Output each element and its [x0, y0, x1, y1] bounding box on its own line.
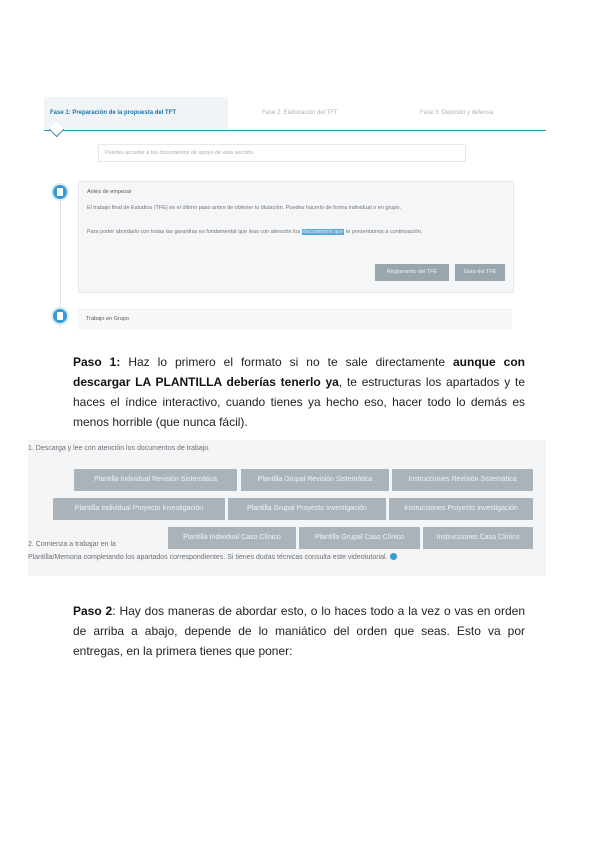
phase-tabs — [44, 97, 546, 133]
step-work-text-2-content: Plantilla/Memoria completando los apartados correspondientes. Si tienes dudas técnicas consulta este videotutorial. — [28, 554, 388, 561]
guide-button[interactable]: Guía del TFE — [455, 264, 505, 281]
before-start-card — [78, 181, 514, 293]
tab-phase-3[interactable]: Fase 3: Depósito y defensa — [420, 110, 494, 116]
document-icon — [51, 307, 69, 325]
template-individual-review-button[interactable]: Plantilla Individual Revisión Sistemática — [74, 469, 237, 491]
card-text-2-end: te presentamos a continuación. — [345, 229, 423, 235]
card-text-1: El trabajo final de Estudios (TFE) es el último paso antes de obtener tu titulación. Puedes hacerlo de forma individual o en grupo. — [87, 205, 401, 211]
step-1-text-end: , te estructuras los apartados y te haces el índice interactivo, cuando tienes ya hecho eso, hacer todo lo demás es menos horrible (que nunca fácil). — [73, 375, 526, 429]
step-download-text: 1. Descarga y lee con atención los documentos de trabajo. — [28, 445, 211, 452]
step-2-label: Paso 2 — [73, 604, 113, 618]
step-1-label: Paso 1: — [73, 355, 121, 369]
screenshot-templates — [28, 440, 546, 576]
info-bar: Puedes acceder a los documentos de apoyo de esta sección. — [98, 144, 466, 162]
regulation-button[interactable]: Reglamento del TFE — [375, 264, 449, 281]
card-title: Trabajo en Grupo — [86, 316, 129, 322]
card-text-2-start: Para poder abordarlo con todas las garantías es fundamental que leas con atención los — [87, 229, 301, 235]
step-2-text: : Hay dos maneras de abordar esto, o lo haces todo a la vez o vas en orden de arriba a abajo, depende de lo maniático del orden que seas. Esto va por entregas, en la primera tienes que poner: — [73, 604, 525, 658]
tab-underline — [44, 130, 546, 131]
instructions-research-button[interactable]: Instrucciones Proyecto Investigación — [389, 498, 533, 520]
card-title: Antes de empezar — [87, 189, 132, 195]
step-work-text-2 — [28, 553, 397, 561]
template-individual-case-button[interactable]: Plantilla Individual Caso Clínico — [168, 527, 296, 549]
screenshot-tft-phases — [44, 97, 546, 329]
tab-phase-1[interactable]: Fase 1: Preparación de la propuesta del TFT — [44, 97, 228, 129]
step-work-text: 2. Comienza a trabajar en la — [28, 541, 116, 548]
tab-phase-2[interactable]: Fase 2: Elaboración del TFT — [262, 110, 338, 116]
template-group-review-button[interactable]: Plantilla Grupal Revisión Sistemática — [241, 469, 389, 491]
step-1-text: Haz lo primero el formato si no te sale directamente — [120, 355, 453, 369]
document-icon — [51, 183, 69, 201]
play-icon[interactable] — [390, 553, 397, 560]
template-group-research-button[interactable]: Plantilla Grupal Proyecto Investigación — [228, 498, 386, 520]
card-text-2 — [87, 228, 497, 236]
template-group-case-button[interactable]: Plantilla Grupal Caso Clínico — [299, 527, 420, 549]
step-1-bold-text: aunque con descargar LA PLANTILLA deberías tenerlo ya — [73, 355, 525, 389]
step-2-paragraph — [73, 601, 525, 661]
instructions-review-button[interactable]: Instrucciones Revisión Sistemática — [392, 469, 533, 491]
template-individual-research-button[interactable]: Plantilla Individual Proyecto Investigación — [53, 498, 225, 520]
documents-link[interactable]: documentos que — [302, 229, 344, 235]
instructions-case-button[interactable]: Instrucciones Caso Clínico — [423, 527, 533, 549]
group-work-card — [78, 309, 512, 329]
step-1-paragraph — [73, 352, 525, 432]
